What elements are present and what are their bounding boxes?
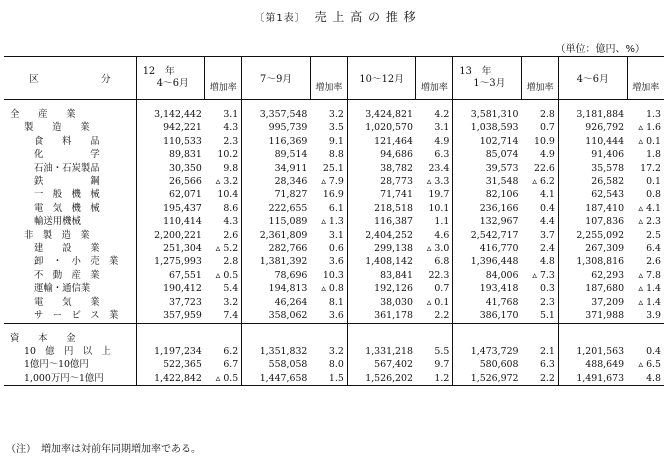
value-cell: 2,361,809 xyxy=(242,229,311,242)
rate-cell: 10.4 xyxy=(217,189,239,201)
value-cell: 30,350 xyxy=(136,162,205,175)
rate-header: 増加率 xyxy=(627,57,664,100)
rate-cell: ▵ 0.1 xyxy=(426,296,450,308)
value-cell: 26,566 xyxy=(136,175,205,188)
value-cell: 282,766 xyxy=(242,242,311,255)
rate-cell: 3.6 xyxy=(328,256,344,268)
value-cell xyxy=(347,332,416,345)
rate-cell: 3.9 xyxy=(646,310,661,322)
rate-cell: 3.1 xyxy=(434,122,450,134)
row-label: 1億円～10億円 xyxy=(24,359,89,371)
row-label: 全 産 業 xyxy=(10,109,76,120)
rate-cell: 5.4 xyxy=(223,283,239,295)
rate-cell: 5.5 xyxy=(434,345,450,357)
rate-cell: 3.5 xyxy=(328,122,344,134)
value-cell: 1,275,993 xyxy=(136,255,205,268)
value-cell: 3,357,548 xyxy=(242,108,311,121)
rate-cell: 17.2 xyxy=(640,162,661,174)
rate-cell: 3.2 xyxy=(328,109,344,120)
row-label: 電 気 業 xyxy=(34,296,100,308)
rate-cell: 0.6 xyxy=(328,243,344,255)
value-cell: 236,166 xyxy=(453,202,522,215)
row-label: 食 料 品 xyxy=(34,135,100,147)
period-header: 10～12月 xyxy=(347,57,416,100)
table-row xyxy=(4,269,664,282)
value-cell: 37,723 xyxy=(136,296,205,309)
value-cell: 580,608 xyxy=(453,358,522,371)
value-cell: 2,255,092 xyxy=(558,229,627,242)
rate-cell: ▵ 3.0 xyxy=(426,243,450,255)
row-label: 鉄 鋼 xyxy=(34,176,100,188)
table-title-text: 売 上 高 の 推 移 xyxy=(314,10,417,24)
rate-cell: 4.2 xyxy=(434,109,450,120)
rate-cell: 3.7 xyxy=(539,229,555,241)
row-label: 製 造 業 xyxy=(24,122,90,134)
rate-cell: 2.3 xyxy=(223,135,239,147)
value-cell: 71,741 xyxy=(347,188,416,201)
rate-cell: 10.3 xyxy=(322,269,344,281)
rate-cell: 8.1 xyxy=(328,296,344,308)
rate-cell: 6.4 xyxy=(646,243,661,255)
value-cell: 926,792 xyxy=(558,121,627,134)
category-header: 区 分 xyxy=(4,57,136,100)
rate-header: 増加率 xyxy=(205,57,242,100)
rate-cell: 0.1 xyxy=(646,176,661,188)
rate-cell: 3.1 xyxy=(328,229,344,241)
rate-cell: 2.2 xyxy=(434,310,450,322)
value-cell: 1,408,142 xyxy=(347,255,416,268)
row-label: 10 億 円 以 上 xyxy=(24,345,111,357)
value-cell: 62,293 xyxy=(558,269,627,282)
table-row xyxy=(4,162,664,175)
value-cell: 1,491,673 xyxy=(558,372,627,386)
value-cell: 115,089 xyxy=(242,215,311,228)
table-row xyxy=(4,372,664,386)
row-label: 石油・石炭製品 xyxy=(34,162,100,174)
rate-cell: 23.4 xyxy=(428,162,450,174)
rate-cell: 6.3 xyxy=(434,149,450,161)
row-label: 運輸・通信業 xyxy=(34,283,91,295)
rate-cell: ▵ 6.2 xyxy=(532,176,555,188)
rate-cell: 9.8 xyxy=(223,162,239,174)
period-header: 7～9月 xyxy=(242,57,311,100)
table-row xyxy=(4,358,664,371)
value-cell: 358,062 xyxy=(242,309,311,323)
rate-cell: 2.2 xyxy=(522,372,559,386)
rate-cell: 10.1 xyxy=(428,202,450,214)
table-row xyxy=(4,255,664,268)
value-cell: 3,142,442 xyxy=(136,108,205,121)
value-cell: 62,543 xyxy=(558,188,627,201)
unit-label: （単位：億円、%） xyxy=(555,44,645,55)
table-row xyxy=(4,202,664,215)
value-cell: 1,396,448 xyxy=(453,255,522,268)
value-cell: 110,533 xyxy=(136,135,205,148)
rate-cell xyxy=(416,332,453,345)
table-row xyxy=(4,309,664,323)
value-cell: 371,988 xyxy=(558,309,627,323)
value-cell xyxy=(558,332,627,345)
table-row xyxy=(4,296,664,309)
table-row xyxy=(4,332,664,345)
period-header: 13 年 1～3月 xyxy=(453,57,522,100)
rate-cell: 4.4 xyxy=(539,216,555,228)
table-row xyxy=(4,345,664,358)
rate-cell: ▵ 7.9 xyxy=(321,176,344,188)
rate-cell: 2.1 xyxy=(539,345,555,357)
value-cell xyxy=(242,332,311,345)
value-cell: 28,346 xyxy=(242,175,311,188)
rate-cell: 4.3 xyxy=(223,216,239,228)
rate-cell: 2.6 xyxy=(646,256,661,268)
table-row xyxy=(4,188,664,201)
value-cell: 1,526,202 xyxy=(347,372,416,386)
value-cell: 35,578 xyxy=(558,162,627,175)
value-cell: 267,309 xyxy=(558,242,627,255)
rate-cell: 22.3 xyxy=(428,269,450,281)
table-row xyxy=(4,242,664,255)
value-cell xyxy=(453,332,522,345)
rate-cell: ▵ 1.3 xyxy=(321,216,344,228)
value-cell: 488,649 xyxy=(558,358,627,371)
value-cell: 1,351,832 xyxy=(242,345,311,358)
table-row xyxy=(4,108,664,121)
value-cell: 192,126 xyxy=(347,282,416,295)
rate-cell: ▵ 7.3 xyxy=(532,269,555,281)
value-cell: 41,768 xyxy=(453,296,522,309)
rate-cell: 0.3 xyxy=(539,283,555,295)
rate-cell: 0.8 xyxy=(646,189,661,201)
rate-cell: 4.3 xyxy=(223,122,239,134)
rate-cell: 2.8 xyxy=(223,256,239,268)
value-cell: 1,201,563 xyxy=(558,345,627,358)
value-cell: 82,106 xyxy=(453,188,522,201)
value-cell: 1,308,816 xyxy=(558,255,627,268)
rate-cell: 16.9 xyxy=(322,189,344,201)
value-cell: 942,221 xyxy=(136,121,205,134)
rate-cell: 4.8 xyxy=(539,256,555,268)
row-label: 資 本 金 xyxy=(10,332,76,344)
rate-cell: 0.7 xyxy=(539,122,555,134)
value-cell: 110,444 xyxy=(558,135,627,148)
row-label: 不 動 産 業 xyxy=(34,269,100,281)
value-cell: 28,773 xyxy=(347,175,416,188)
rate-cell: 6.1 xyxy=(328,202,344,214)
rate-cell: 1.8 xyxy=(646,149,661,161)
rate-cell: ▵ 1.4 xyxy=(638,296,661,308)
rate-cell: 4.1 xyxy=(539,189,555,201)
rate-cell xyxy=(522,332,559,345)
value-cell: 1,197,234 xyxy=(136,345,205,358)
rate-cell: 1.1 xyxy=(434,216,450,228)
rate-cell: 7.4 xyxy=(223,310,239,322)
rate-cell: 1.3 xyxy=(646,109,661,120)
rate-cell xyxy=(627,332,664,345)
value-cell: 110,414 xyxy=(136,215,205,228)
value-cell: 91,406 xyxy=(558,148,627,161)
rate-cell: 0.4 xyxy=(539,202,555,214)
rate-cell: 8.8 xyxy=(328,149,344,161)
footnote: （注） 増加率は対前年同期増加率である。 xyxy=(6,444,201,455)
rate-cell: ▵ 2.3 xyxy=(638,216,661,228)
rate-cell: ▵ 3.2 xyxy=(215,176,239,188)
rate-cell: ▵ 3.3 xyxy=(426,176,450,188)
row-label: 1,000万円～1億円 xyxy=(4,372,136,386)
value-cell: 190,412 xyxy=(136,282,205,295)
row-label: 化 学 xyxy=(34,149,100,161)
rate-cell: 19.7 xyxy=(428,189,450,201)
value-cell: 1,447,658 xyxy=(242,372,311,386)
rate-cell xyxy=(310,332,347,345)
value-cell: 416,770 xyxy=(453,242,522,255)
table-number: 〔第1表〕 xyxy=(254,13,306,24)
table-row xyxy=(4,229,664,242)
rate-cell: 0.4 xyxy=(646,345,661,357)
value-cell: 102,714 xyxy=(453,135,522,148)
value-cell: 2,200,221 xyxy=(136,229,205,242)
table-row xyxy=(4,282,664,295)
rate-header: 増加率 xyxy=(416,57,453,100)
value-cell: 218,518 xyxy=(347,202,416,215)
value-cell: 195,437 xyxy=(136,202,205,215)
value-cell: 2,404,252 xyxy=(347,229,416,242)
rate-cell: 6.2 xyxy=(223,345,239,357)
value-cell: 251,304 xyxy=(136,242,205,255)
value-cell: 995,739 xyxy=(242,121,311,134)
value-cell: 357,959 xyxy=(136,309,205,323)
rate-cell: ▵ 0.1 xyxy=(638,135,661,147)
header-row xyxy=(4,57,664,100)
rate-cell: 22.6 xyxy=(534,162,555,174)
rate-cell: 3.2 xyxy=(223,296,239,308)
rate-cell: ▵ 0.8 xyxy=(321,283,344,295)
rate-cell: 25.1 xyxy=(322,162,344,174)
rate-cell: 1.5 xyxy=(310,372,347,386)
rate-cell: 6.8 xyxy=(434,256,450,268)
period-header: 12 年 4～6月 xyxy=(136,57,205,100)
row-label: 建 設 業 xyxy=(34,243,100,255)
value-cell: 89,514 xyxy=(242,148,311,161)
rate-cell: ▵ 0.5 xyxy=(215,269,239,281)
value-cell: 567,402 xyxy=(347,358,416,371)
row-label: 輸送用機械 xyxy=(34,216,81,228)
value-cell: 3,181,884 xyxy=(558,108,627,121)
rate-cell: 1.2 xyxy=(416,372,453,386)
value-cell: 187,680 xyxy=(558,282,627,295)
rate-cell: 9.7 xyxy=(434,359,450,371)
rate-cell: 2.4 xyxy=(539,243,555,255)
value-cell: 222,655 xyxy=(242,202,311,215)
table-title xyxy=(0,8,671,25)
value-cell: 193,418 xyxy=(453,282,522,295)
rate-header: 増加率 xyxy=(522,57,559,100)
row-label: 一 般 機 械 xyxy=(34,189,100,201)
table-row xyxy=(4,148,664,161)
value-cell: 38,782 xyxy=(347,162,416,175)
row-label: 電 気 機 械 xyxy=(34,202,100,214)
table-row xyxy=(4,121,664,134)
rate-header: 増加率 xyxy=(310,57,347,100)
value-cell: 84,006 xyxy=(453,269,522,282)
rate-cell: 2.5 xyxy=(646,229,661,241)
rate-cell xyxy=(205,332,242,345)
rate-cell: 2.8 xyxy=(539,109,555,120)
value-cell: 67,551 xyxy=(136,269,205,282)
value-cell: 46,264 xyxy=(242,296,311,309)
value-cell: 132,967 xyxy=(453,215,522,228)
rate-cell: 5.1 xyxy=(539,310,555,322)
rate-cell: ▵ 1.6 xyxy=(638,122,661,134)
value-cell: 37,209 xyxy=(558,296,627,309)
rate-cell: 2.3 xyxy=(539,296,555,308)
value-cell: 1,038,593 xyxy=(453,121,522,134)
rate-cell: 10.2 xyxy=(217,149,239,161)
value-cell: 89,831 xyxy=(136,148,205,161)
value-cell: 1,422,842 xyxy=(136,372,205,386)
rate-cell: 6.7 xyxy=(223,359,239,371)
value-cell: 299,138 xyxy=(347,242,416,255)
value-cell: 71,827 xyxy=(242,188,311,201)
value-cell: 34,911 xyxy=(242,162,311,175)
period-header: 4～6月 xyxy=(558,57,627,100)
value-cell: 121,464 xyxy=(347,135,416,148)
value-cell: 558,058 xyxy=(242,358,311,371)
value-cell: 26,582 xyxy=(558,175,627,188)
value-cell: 1,473,729 xyxy=(453,345,522,358)
row-label: 卸 ・ 小 売 業 xyxy=(34,256,119,268)
value-cell: 78,696 xyxy=(242,269,311,282)
rate-cell: ▵ 7.8 xyxy=(638,269,661,281)
value-cell: 1,526,972 xyxy=(453,372,522,386)
rate-cell: 3.1 xyxy=(223,109,239,120)
value-cell xyxy=(136,332,205,345)
rate-cell: 10.9 xyxy=(534,135,555,147)
rate-cell: 4.9 xyxy=(539,149,555,161)
rate-cell: 4.9 xyxy=(434,135,450,147)
row-label: 非 製 造 業 xyxy=(24,229,90,241)
value-cell: 187,410 xyxy=(558,202,627,215)
row-label: サ ー ビ ス 業 xyxy=(34,310,119,322)
value-cell: 1,020,570 xyxy=(347,121,416,134)
value-cell: 85,074 xyxy=(453,148,522,161)
table-row xyxy=(4,135,664,148)
value-cell: 1,381,392 xyxy=(242,255,311,268)
value-cell: 83,841 xyxy=(347,269,416,282)
rate-cell: 2.6 xyxy=(223,229,239,241)
value-cell: 2,542,717 xyxy=(453,229,522,242)
value-cell: 116,387 xyxy=(347,215,416,228)
rate-cell: 4.8 xyxy=(627,372,664,386)
value-cell: 31,548 xyxy=(453,175,522,188)
value-cell: 62,071 xyxy=(136,188,205,201)
value-cell: 3,424,821 xyxy=(347,108,416,121)
rate-cell: ▵ 1.4 xyxy=(638,283,661,295)
rate-cell: ▵ 5.2 xyxy=(215,243,239,255)
value-cell: 1,331,218 xyxy=(347,345,416,358)
rate-cell: 8.6 xyxy=(223,202,239,214)
value-cell: 39,573 xyxy=(453,162,522,175)
rate-cell: ▵ 0.5 xyxy=(205,372,242,386)
value-cell: 386,170 xyxy=(453,309,522,323)
rate-cell: 6.3 xyxy=(539,359,555,371)
value-cell: 3,581,310 xyxy=(453,108,522,121)
rate-cell: 4.6 xyxy=(434,229,450,241)
value-cell: 522,365 xyxy=(136,358,205,371)
rate-cell: ▵ 4.1 xyxy=(638,202,661,214)
rate-cell: 3.2 xyxy=(328,345,344,357)
value-cell: 94,686 xyxy=(347,148,416,161)
value-cell: 107,836 xyxy=(558,215,627,228)
table-row xyxy=(4,215,664,228)
rate-cell: 9.1 xyxy=(328,135,344,147)
value-cell: 38,030 xyxy=(347,296,416,309)
rate-cell: 3.6 xyxy=(328,310,344,322)
rate-cell: ▵ 6.5 xyxy=(638,359,661,371)
sales-table xyxy=(4,56,664,386)
rate-cell: 8.0 xyxy=(328,359,344,371)
rate-cell: 0.7 xyxy=(434,283,450,295)
value-cell: 361,178 xyxy=(347,309,416,323)
table-row xyxy=(4,175,664,188)
value-cell: 194,813 xyxy=(242,282,311,295)
value-cell: 116,369 xyxy=(242,135,311,148)
